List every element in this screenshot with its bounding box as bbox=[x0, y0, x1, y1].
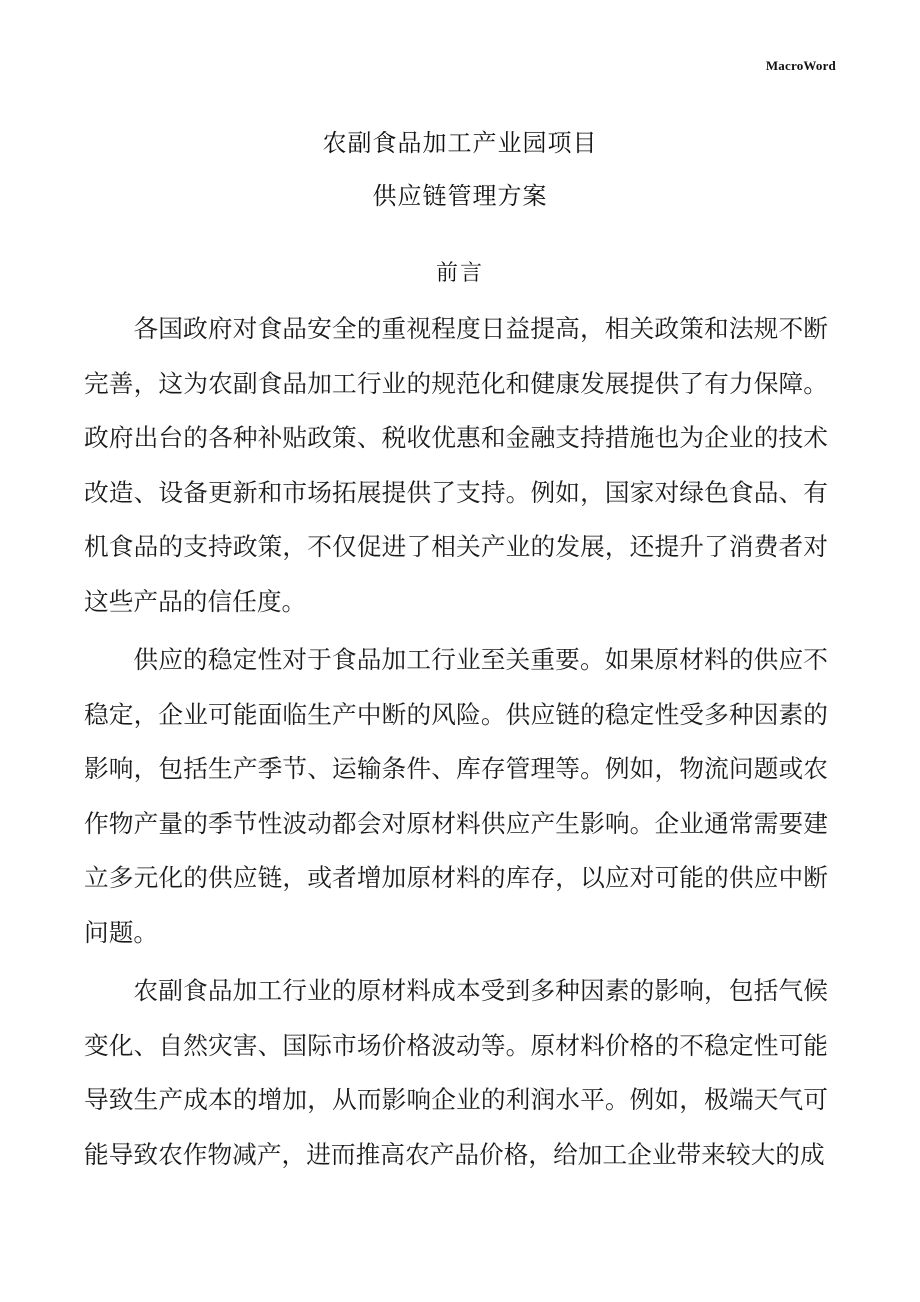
paragraph-block bbox=[84, 964, 828, 1182]
body-paragraph: 农副食品加工行业的原材料成本受到多种因素的影响，包括气候变化、自然灾害、国际市场价格波动等。原材料价格的不稳定性可能导致生产成本的增加，从而影响企业的利润水平。例如，极端天气可能导致农作物减产，进而推高农产品价格，给加工企业带来较大的成 bbox=[84, 976, 828, 1169]
paragraph-block bbox=[84, 633, 828, 961]
section-heading: 前言 bbox=[435, 261, 484, 286]
document-title: 农副食品加工产业园项目 bbox=[322, 129, 598, 157]
document-subtitle: 供应链管理方案 bbox=[372, 182, 548, 210]
body-paragraph: 各国政府对食品安全的重视程度日益提高，相关政策和法规不断完善，这为农副食品加工行业的规范化和健康发展提供了有力保障。政府出台的各种补贴政策、税收优惠和金融支持措施也为企业的技术改造、设备更新和市场拓展提供了支持。例如，国家对绿色食品、有机食品的支持政策，不仅促进了相关产业的发展，还提升了消费者对这些产品的信任度。 bbox=[84, 314, 828, 616]
body-paragraph: 供应的稳定性对于食品加工行业至关重要。如果原材料的供应不稳定，企业可能面临生产中断的风险。供应链的稳定性受多种因素的影响，包括生产季节、运输条件、库存管理等。例如，物流问题或农作物产量的季节性波动都会对原材料供应产生影响。企业通常需要建立多元化的供应链，或者增加原材料的库存，以应对可能的供应中断问题。 bbox=[84, 645, 828, 947]
paragraph-block bbox=[84, 302, 828, 630]
header-brand: MacroWord bbox=[765, 58, 836, 73]
